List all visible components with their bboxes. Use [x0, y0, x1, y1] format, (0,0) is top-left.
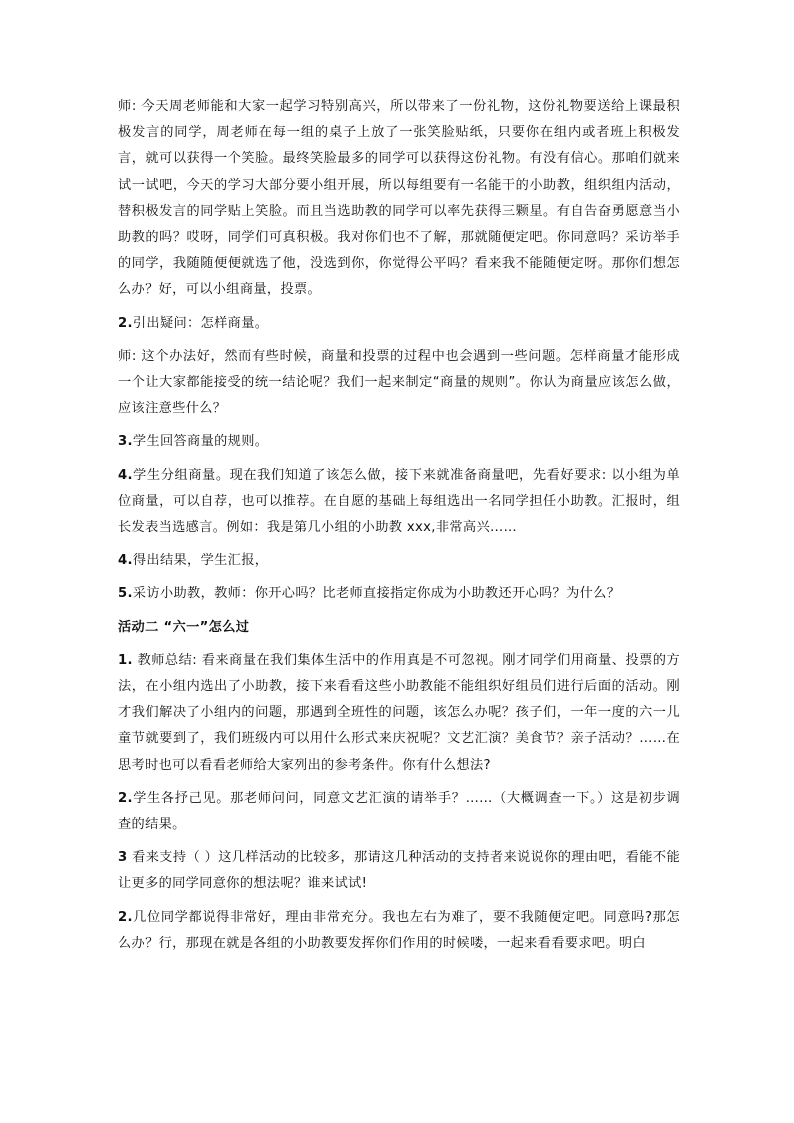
paragraph-summary-3	[118, 845, 680, 897]
paragraph-text: 教师总结: 看来商量在我们集体生活中的作用真是不可忽视。刚才同学们用商量、投票的方法，在小组内选出了小助教，接下来看看这些小助教能不能组织好组员们进行后面的活动。刚才我们解决了小组内的问题，那遇到全班性的问题，该怎么办呢？孩子们，一年一度的六一儿童节就要到了，我们班级内可以用什么形式来庆祝呢？文艺汇演？美食节？亲子活动？……在思考时也可以看看老师给大家列出的参考条件。你有什么想法?	[118, 652, 680, 773]
paragraph-text: 学生回答商量的规则。	[132, 434, 269, 450]
step-number: 2.	[118, 909, 133, 925]
step-number: 1.	[118, 652, 133, 668]
paragraph-text: 看来支持（ ）这几样活动的比较多，那请这几种活动的支持者来说说你的理由吧，看能不能让更多的同学同意你的想法呢？谁来试试!	[118, 850, 680, 892]
paragraph-summary-2	[118, 786, 680, 838]
paragraph-step-3	[118, 429, 680, 455]
document-page	[118, 94, 680, 957]
step-number: 3.	[118, 434, 133, 450]
paragraph-step-5	[118, 581, 680, 607]
paragraph-step-2	[118, 311, 680, 337]
paragraph-intro	[118, 94, 680, 304]
paragraph-text: 学生各抒己见。那老师问问，同意文艺汇演的请举手？……（大概调查一下。）这是初步调查的结果。	[118, 790, 680, 833]
paragraph-summary-1	[118, 648, 680, 779]
step-number: 2.	[118, 790, 133, 806]
paragraph-step-4b	[118, 548, 680, 574]
section-heading	[118, 615, 680, 641]
step-number: 2.	[118, 315, 133, 331]
paragraph-text: 引出疑问：怎样商量。	[132, 315, 269, 331]
paragraph-teacher-rules	[118, 344, 680, 423]
step-number: 4.	[118, 553, 133, 569]
paragraph-text: 学生分组商量。现在我们知道了该怎么做，接下来就准备商量吧，先看好要求: 以小组为单位商量，可以自荐，也可以推荐。在自愿的基础上每组选出一名同学担任小助教。汇报时，组长发表当选感言。例如：我是第几小组的小助教 xxx,非常高兴……	[118, 467, 680, 536]
paragraph-text: 几位同学都说得非常好，理由非常充分。我也左右为难了，要不我随便定吧。同意吗?那怎么办？行，那现在就是各组的小助教要发挥你们作用的时候喽，一起来看看要求吧。明白	[118, 909, 680, 951]
step-number: 5.	[118, 586, 133, 602]
paragraph-text: 师: 今天周老师能和大家一起学习特别高兴，所以带来了一份礼物，这份礼物要送给上课最积极发言的同学，周老师在每一组的桌子上放了一张笑脸贴纸，只要你在组内或者班上积极发言，就可以获得一个笑脸。最终笑脸最多的同学可以获得这份礼物。有没有信心。那咱们就来试一试吧，今天的学习大部分要小组开展，所以每组要有一名能干的小助教，组织组内活动，替积极发言的同学贴上笑脸。而且当选助教的同学可以率先获得三颗星。有自告奋勇愿意当小助教的吗？哎呀，同学们可真积极。我对你们也不了解，那就随便定吧。你同意吗？采访举手的同学，我随随便便就选了他，没选到你，你觉得公平吗？看来我不能随便定呀。那你们想怎么办？好，可以小组商量，投票。	[118, 99, 680, 298]
paragraph-text: 师: 这个办法好，然而有些时候，商量和投票的过程中也会遇到一些问题。怎样商量才能形成一个让大家都能接受的统一结论呢？我们一起来制定“商量的规则”。你认为商量应该怎么做，应该注意些什么？	[118, 348, 680, 417]
paragraph-text: 采访小助教，教师：你开心吗？比老师直接指定你成为小助教还开心吗？为什么？	[132, 586, 621, 602]
paragraph-step-4	[118, 463, 680, 542]
paragraph-text: 得出结果，学生汇报，	[132, 553, 269, 569]
heading-text: 活动二 “六一”怎么过	[118, 619, 250, 635]
step-number: 4.	[118, 467, 133, 483]
paragraph-summary-4	[118, 905, 680, 957]
step-number: 3	[118, 850, 128, 866]
